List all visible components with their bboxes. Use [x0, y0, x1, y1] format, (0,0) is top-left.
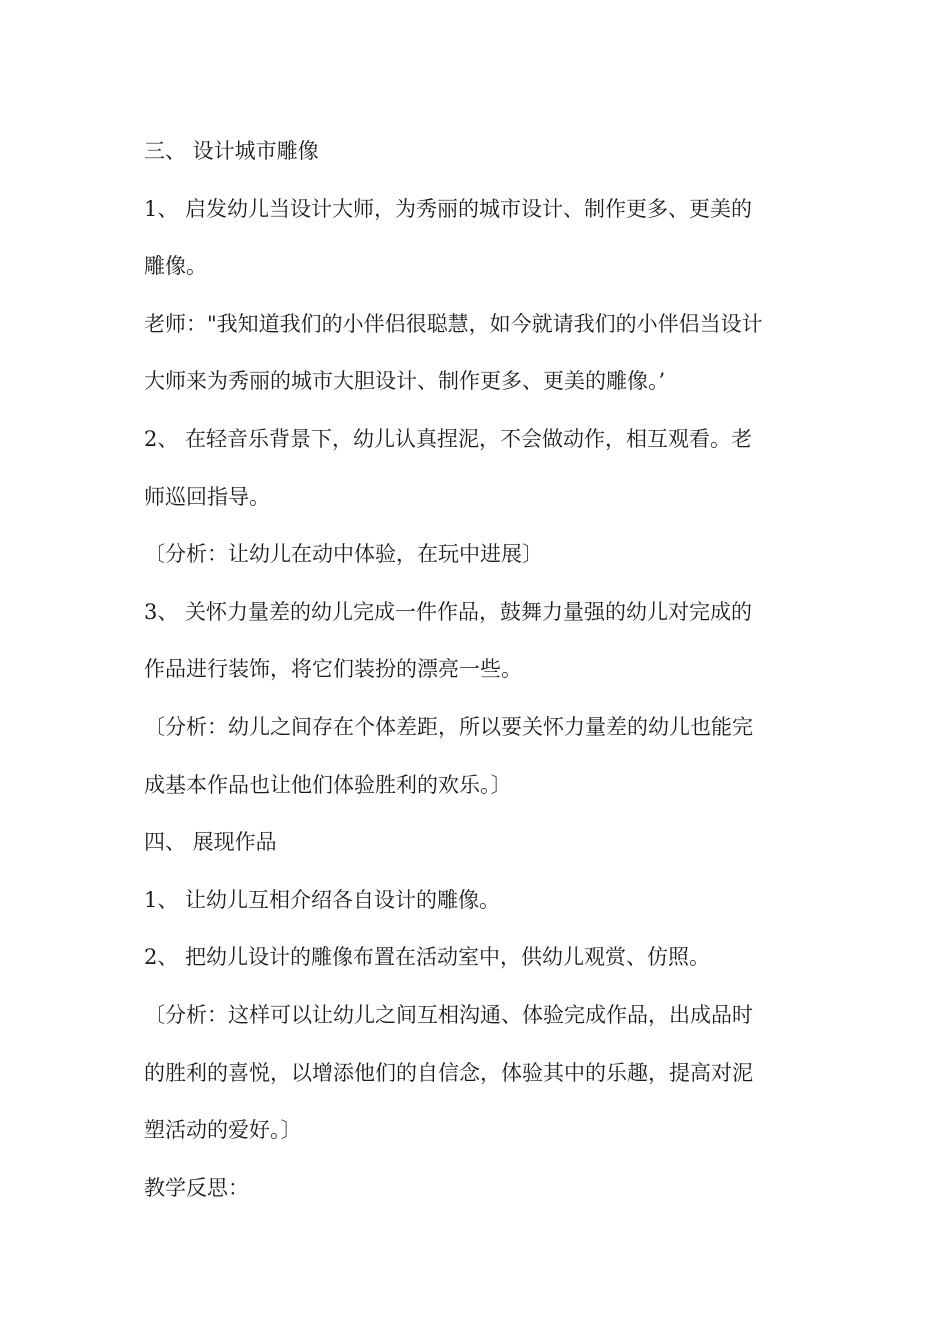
analysis-note: 〔分析：这样可以让幼儿之间互相沟通、体验完成作品，出成品时 — [144, 1002, 753, 1027]
paragraph-line: 1、 让幼儿互相介绍各自设计的雕像。 — [144, 887, 501, 912]
paragraph-line: 2、 在轻音乐背景下，幼儿认真捏泥，不会做动作，相互观看。老 — [144, 426, 753, 451]
section-heading-4: 四、 展现作品 — [144, 830, 277, 855]
paragraph-line: 作品进行装饰，将它们装扮的漂亮一些。 — [144, 657, 522, 682]
analysis-note: 塑活动的爱好。〕 — [144, 1118, 302, 1143]
paragraph-line: 3、 关怀力量差的幼儿完成一件作品，鼓舞力量强的幼儿对完成的 — [144, 599, 753, 624]
section-heading-3: 三、 设计城市雕像 — [144, 139, 319, 163]
analysis-note: 〔分析：让幼儿在动中体验，在玩中进展〕 — [144, 542, 543, 567]
document-body — [144, 132, 814, 1226]
paragraph-line: 1、 启发幼儿当设计大师，为秀丽的城市设计、制作更多、更美的 — [144, 196, 753, 221]
teaching-reflection-heading: 教学反思： — [144, 1175, 249, 1200]
analysis-note: 〔分析：幼儿之间存在个体差距，所以要关怀力量差的幼儿也能完 — [144, 714, 753, 739]
paragraph-line: 大师来为秀丽的城市大胆设计、制作更多、更美的雕像。’ — [144, 369, 666, 394]
analysis-note: 成基本作品也让他们体验胜利的欢乐。〕 — [144, 772, 512, 797]
paragraph-line: 雕像。 — [144, 254, 207, 279]
paragraph-line: 2、 把幼儿设计的雕像布置在活动室中，供幼儿观赏、仿照。 — [144, 945, 711, 970]
paragraph-line: 老师："我知道我们的小伴侣很聪慧，如今就请我们的小伴侣当设计 — [144, 311, 763, 336]
analysis-note: 的胜利的喜悦，以增添他们的自信念，体验其中的乐趣，提高对泥 — [144, 1060, 753, 1085]
paragraph-line: 师巡回指导。 — [144, 484, 270, 509]
